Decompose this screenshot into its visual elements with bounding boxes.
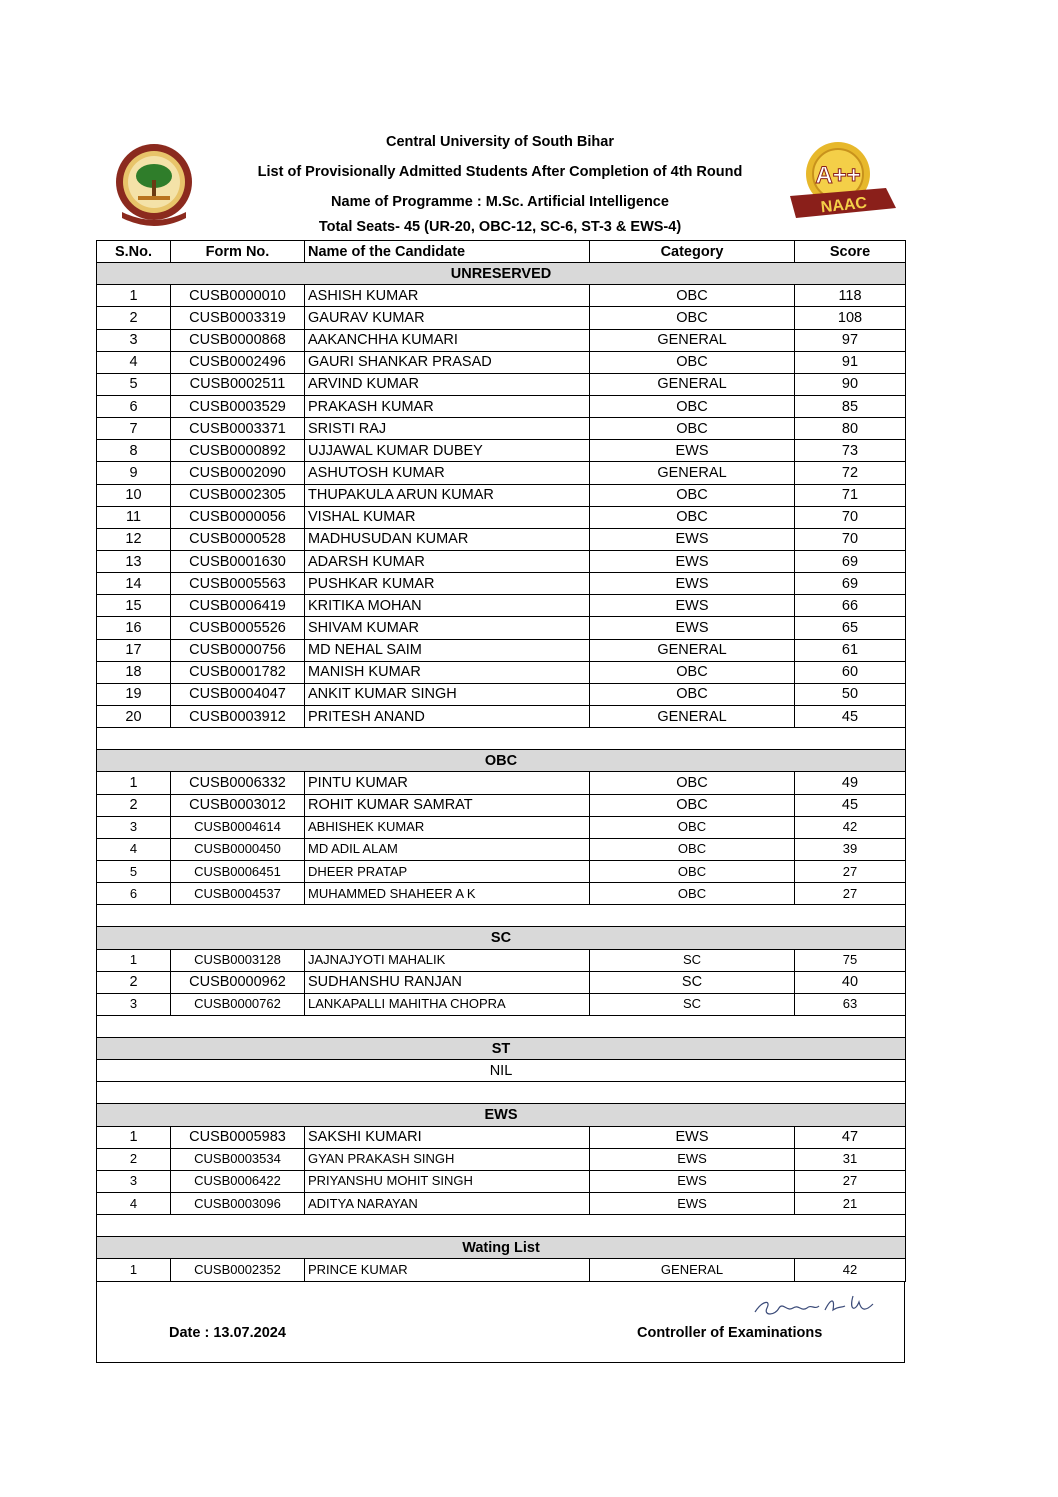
nil-row <box>97 1060 906 1082</box>
cell-name: ADITYA NARAYAN <box>305 1193 590 1215</box>
cell-category: EWS <box>590 528 795 550</box>
cell-category: OBC <box>590 307 795 329</box>
cell-score: 45 <box>795 794 906 816</box>
cell-score: 118 <box>795 285 906 307</box>
col-category: Category <box>590 241 795 263</box>
cell-name: PRINCE KUMAR <box>305 1259 590 1281</box>
cell-category: GENERAL <box>590 373 795 395</box>
cell-name: SUDHANSHU RANJAN <box>305 971 590 993</box>
blank-row <box>97 1015 906 1037</box>
cell-name: PRIYANSHU MOHIT SINGH <box>305 1170 590 1192</box>
section-header-row <box>97 1237 906 1259</box>
cell-form-no: CUSB0000892 <box>171 440 305 462</box>
col-form-no: Form No. <box>171 241 305 263</box>
cell-sno: 5 <box>97 860 171 882</box>
cell-name: SRISTI RAJ <box>305 418 590 440</box>
cell-sno: 4 <box>97 1193 171 1215</box>
cell-name: ARVIND KUMAR <box>305 373 590 395</box>
table-row <box>97 683 906 705</box>
table-row <box>97 1126 906 1148</box>
document-date: Date : 13.07.2024 <box>169 1325 286 1341</box>
section-header-row <box>97 750 906 772</box>
table-row <box>97 1148 906 1170</box>
cell-form-no: CUSB0003912 <box>171 705 305 727</box>
cell-score: 61 <box>795 639 906 661</box>
table-row <box>97 772 906 794</box>
col-score: Score <box>795 241 906 263</box>
cell-score: 63 <box>795 993 906 1015</box>
cell-category: GENERAL <box>590 462 795 484</box>
cell-form-no: CUSB0003012 <box>171 794 305 816</box>
cell-form-no: CUSB0000450 <box>171 838 305 860</box>
table-row <box>97 661 906 683</box>
cell-name: ADARSH KUMAR <box>305 550 590 572</box>
cell-form-no: CUSB0006451 <box>171 860 305 882</box>
cell-sno: 17 <box>97 639 171 661</box>
cell-name: PRITESH ANAND <box>305 705 590 727</box>
cell-sno: 1 <box>97 1259 171 1281</box>
section-header-row <box>97 1038 906 1060</box>
blank-cell <box>97 1215 906 1237</box>
signatory-title: Controller of Examinations <box>637 1325 823 1341</box>
cell-score: 72 <box>795 462 906 484</box>
cell-name: UJJAWAL KUMAR DUBEY <box>305 440 590 462</box>
cell-name: MADHUSUDAN KUMAR <box>305 528 590 550</box>
section-title: ST <box>97 1038 906 1060</box>
cell-score: 31 <box>795 1148 906 1170</box>
cell-sno: 1 <box>97 1126 171 1148</box>
nil-text: NIL <box>97 1060 906 1082</box>
cell-category: OBC <box>590 661 795 683</box>
section-header-row <box>97 1104 906 1126</box>
blank-cell <box>97 905 906 927</box>
cell-category: OBC <box>590 816 795 838</box>
cell-score: 39 <box>795 838 906 860</box>
section-header-row <box>97 263 906 285</box>
blank-cell <box>97 728 906 750</box>
table-row <box>97 838 906 860</box>
cell-score: 50 <box>795 683 906 705</box>
cell-name: SHIVAM KUMAR <box>305 617 590 639</box>
table-row <box>97 1170 906 1192</box>
naac-badge-icon <box>782 138 902 230</box>
section-title: UNRESERVED <box>97 263 906 285</box>
cell-category: SC <box>590 993 795 1015</box>
total-seats: Total Seats- 45 (UR-20, OBC-12, SC-6, ST-3 & EWS-4) <box>318 219 682 235</box>
cell-category: OBC <box>590 683 795 705</box>
table-row <box>97 993 906 1015</box>
cell-score: 90 <box>795 373 906 395</box>
section-title: Wating List <box>97 1237 906 1259</box>
table-row <box>97 351 906 373</box>
cell-form-no: CUSB0003529 <box>171 395 305 417</box>
col-name: Name of the Candidate <box>305 241 590 263</box>
table-header-row <box>97 241 906 263</box>
cell-score: 70 <box>795 528 906 550</box>
cell-form-no: CUSB0003534 <box>171 1148 305 1170</box>
cell-sno: 13 <box>97 550 171 572</box>
cell-name: GAURI SHANKAR PRASAD <box>305 351 590 373</box>
cell-category: EWS <box>590 1193 795 1215</box>
list-title: List of Provisionally Admitted Students After Completion of 4th Round <box>257 164 743 180</box>
blank-cell <box>97 1082 906 1104</box>
cell-category: OBC <box>590 883 795 905</box>
cell-sno: 20 <box>97 705 171 727</box>
cell-score: 27 <box>795 883 906 905</box>
cell-form-no: CUSB0002352 <box>171 1259 305 1281</box>
blank-row <box>97 905 906 927</box>
cell-category: EWS <box>590 550 795 572</box>
table-row <box>97 595 906 617</box>
cell-category: OBC <box>590 838 795 860</box>
cell-name: MANISH KUMAR <box>305 661 590 683</box>
cell-score: 75 <box>795 949 906 971</box>
section-title: EWS <box>97 1104 906 1126</box>
section-header-row <box>97 927 906 949</box>
cell-sno: 5 <box>97 373 171 395</box>
cell-form-no: CUSB0003096 <box>171 1193 305 1215</box>
cell-category: OBC <box>590 285 795 307</box>
cell-name: PUSHKAR KUMAR <box>305 573 590 595</box>
cell-form-no: CUSB0006332 <box>171 772 305 794</box>
cell-category: SC <box>590 971 795 993</box>
table-row <box>97 395 906 417</box>
cell-form-no: CUSB0000056 <box>171 506 305 528</box>
cell-sno: 1 <box>97 772 171 794</box>
cell-sno: 2 <box>97 1148 171 1170</box>
blank-cell <box>97 1015 906 1037</box>
cell-category: GENERAL <box>590 705 795 727</box>
cell-sno: 1 <box>97 949 171 971</box>
cell-form-no: CUSB0001782 <box>171 661 305 683</box>
cell-category: EWS <box>590 1126 795 1148</box>
cell-sno: 3 <box>97 993 171 1015</box>
cell-category: OBC <box>590 794 795 816</box>
blank-row <box>97 728 906 750</box>
admission-table <box>96 240 906 1282</box>
table-row <box>97 528 906 550</box>
cell-form-no: CUSB0006419 <box>171 595 305 617</box>
cell-form-no: CUSB0005563 <box>171 573 305 595</box>
table-row <box>97 860 906 882</box>
cell-name: MD NEHAL SAIM <box>305 639 590 661</box>
cell-category: OBC <box>590 418 795 440</box>
cell-form-no: CUSB0003128 <box>171 949 305 971</box>
cell-score: 85 <box>795 395 906 417</box>
table-row <box>97 1193 906 1215</box>
table-row <box>97 484 906 506</box>
cell-score: 47 <box>795 1126 906 1148</box>
cell-sno: 9 <box>97 462 171 484</box>
cell-sno: 2 <box>97 971 171 993</box>
section-title: SC <box>97 927 906 949</box>
cell-score: 66 <box>795 595 906 617</box>
naac-grade: A++ <box>815 162 861 189</box>
cell-sno: 7 <box>97 418 171 440</box>
table-row <box>97 949 906 971</box>
cell-form-no: CUSB0002511 <box>171 373 305 395</box>
cell-name: MUHAMMED SHAHEER A K <box>305 883 590 905</box>
cell-form-no: CUSB0002090 <box>171 462 305 484</box>
cell-name: THUPAKULA ARUN KUMAR <box>305 484 590 506</box>
blank-row <box>97 1215 906 1237</box>
cell-form-no: CUSB0003319 <box>171 307 305 329</box>
cell-sno: 15 <box>97 595 171 617</box>
cell-category: EWS <box>590 1170 795 1192</box>
document-footer <box>96 1282 905 1363</box>
cell-name: ASHUTOSH KUMAR <box>305 462 590 484</box>
cell-sno: 1 <box>97 285 171 307</box>
cell-category: OBC <box>590 395 795 417</box>
cell-sno: 6 <box>97 395 171 417</box>
cell-score: 27 <box>795 1170 906 1192</box>
cell-sno: 12 <box>97 528 171 550</box>
cell-form-no: CUSB0002305 <box>171 484 305 506</box>
cell-score: 97 <box>795 329 906 351</box>
cell-name: ROHIT KUMAR SAMRAT <box>305 794 590 816</box>
document-header <box>96 130 904 240</box>
cell-sno: 3 <box>97 1170 171 1192</box>
cell-form-no: CUSB0000868 <box>171 329 305 351</box>
naac-label: NAAC <box>820 194 868 217</box>
cell-category: EWS <box>590 440 795 462</box>
cell-sno: 19 <box>97 683 171 705</box>
cell-sno: 3 <box>97 329 171 351</box>
cell-name: VISHAL KUMAR <box>305 506 590 528</box>
table-row <box>97 462 906 484</box>
cell-score: 40 <box>795 971 906 993</box>
cell-name: LANKAPALLI MAHITHA CHOPRA <box>305 993 590 1015</box>
table-row <box>97 440 906 462</box>
cell-category: EWS <box>590 617 795 639</box>
cell-category: OBC <box>590 484 795 506</box>
cell-form-no: CUSB0003371 <box>171 418 305 440</box>
cell-sno: 2 <box>97 794 171 816</box>
table-row <box>97 285 906 307</box>
cell-category: GENERAL <box>590 1259 795 1281</box>
table-row <box>97 329 906 351</box>
cell-category: EWS <box>590 1148 795 1170</box>
cell-category: GENERAL <box>590 639 795 661</box>
cell-form-no: CUSB0005526 <box>171 617 305 639</box>
cell-sno: 3 <box>97 816 171 838</box>
cell-sno: 4 <box>97 351 171 373</box>
cell-score: 108 <box>795 307 906 329</box>
cell-category: SC <box>590 949 795 971</box>
cell-form-no: CUSB0004614 <box>171 816 305 838</box>
cell-form-no: CUSB0004537 <box>171 883 305 905</box>
programme-name: Name of Programme : M.Sc. Artificial Intelligence <box>331 194 669 210</box>
cell-form-no: CUSB0002496 <box>171 351 305 373</box>
table-row <box>97 307 906 329</box>
cell-sno: 6 <box>97 883 171 905</box>
cell-name: ANKIT KUMAR SINGH <box>305 683 590 705</box>
cell-score: 71 <box>795 484 906 506</box>
cell-score: 65 <box>795 617 906 639</box>
cell-form-no: CUSB0000762 <box>171 993 305 1015</box>
cell-form-no: CUSB0000962 <box>171 971 305 993</box>
table-row <box>97 617 906 639</box>
cell-score: 80 <box>795 418 906 440</box>
cell-name: MD ADIL ALAM <box>305 838 590 860</box>
cell-name: PRAKASH KUMAR <box>305 395 590 417</box>
cell-category: OBC <box>590 506 795 528</box>
table-row <box>97 816 906 838</box>
cell-sno: 18 <box>97 661 171 683</box>
col-sno: S.No. <box>97 241 171 263</box>
cell-name: KRITIKA MOHAN <box>305 595 590 617</box>
cell-form-no: CUSB0004047 <box>171 683 305 705</box>
cell-category: OBC <box>590 860 795 882</box>
table-row <box>97 639 906 661</box>
table-body <box>97 263 906 1281</box>
cell-name: GAURAV KUMAR <box>305 307 590 329</box>
table-row <box>97 705 906 727</box>
table-row <box>97 1259 906 1281</box>
table-row <box>97 550 906 572</box>
cell-name: JAJNAJYOTI MAHALIK <box>305 949 590 971</box>
section-title: OBC <box>97 750 906 772</box>
cell-sno: 16 <box>97 617 171 639</box>
university-name: Central University of South Bihar <box>385 134 614 150</box>
table-row <box>97 794 906 816</box>
cell-score: 45 <box>795 705 906 727</box>
cell-score: 69 <box>795 573 906 595</box>
cell-form-no: CUSB0000528 <box>171 528 305 550</box>
cell-score: 70 <box>795 506 906 528</box>
cell-score: 49 <box>795 772 906 794</box>
cell-category: GENERAL <box>590 329 795 351</box>
cell-category: OBC <box>590 351 795 373</box>
cell-name: GYAN PRAKASH SINGH <box>305 1148 590 1170</box>
cell-score: 73 <box>795 440 906 462</box>
table-row <box>97 971 906 993</box>
table-row <box>97 418 906 440</box>
cell-score: 27 <box>795 860 906 882</box>
cell-sno: 14 <box>97 573 171 595</box>
cell-score: 69 <box>795 550 906 572</box>
cell-score: 42 <box>795 1259 906 1281</box>
cell-name: AAKANCHHA KUMARI <box>305 329 590 351</box>
table-row <box>97 506 906 528</box>
cell-category: EWS <box>590 595 795 617</box>
blank-row <box>97 1082 906 1104</box>
cell-form-no: CUSB0000010 <box>171 285 305 307</box>
table-row <box>97 883 906 905</box>
cell-sno: 10 <box>97 484 171 506</box>
cell-score: 42 <box>795 816 906 838</box>
cell-sno: 11 <box>97 506 171 528</box>
cell-category: EWS <box>590 573 795 595</box>
table-row <box>97 573 906 595</box>
cell-form-no: CUSB0001630 <box>171 550 305 572</box>
cell-form-no: CUSB0005983 <box>171 1126 305 1148</box>
cell-name: ABHISHEK KUMAR <box>305 816 590 838</box>
cell-sno: 8 <box>97 440 171 462</box>
cell-form-no: CUSB0006422 <box>171 1170 305 1192</box>
cell-name: DHEER PRATAP <box>305 860 590 882</box>
cell-form-no: CUSB0000756 <box>171 639 305 661</box>
cell-name: ASHISH KUMAR <box>305 285 590 307</box>
cell-sno: 4 <box>97 838 171 860</box>
university-logo-icon <box>112 142 196 226</box>
signature <box>749 1290 879 1324</box>
cell-score: 91 <box>795 351 906 373</box>
cell-name: PINTU KUMAR <box>305 772 590 794</box>
cell-category: OBC <box>590 772 795 794</box>
cell-name: SAKSHI KUMARI <box>305 1126 590 1148</box>
cell-score: 21 <box>795 1193 906 1215</box>
table-row <box>97 373 906 395</box>
cell-score: 60 <box>795 661 906 683</box>
cell-sno: 2 <box>97 307 171 329</box>
